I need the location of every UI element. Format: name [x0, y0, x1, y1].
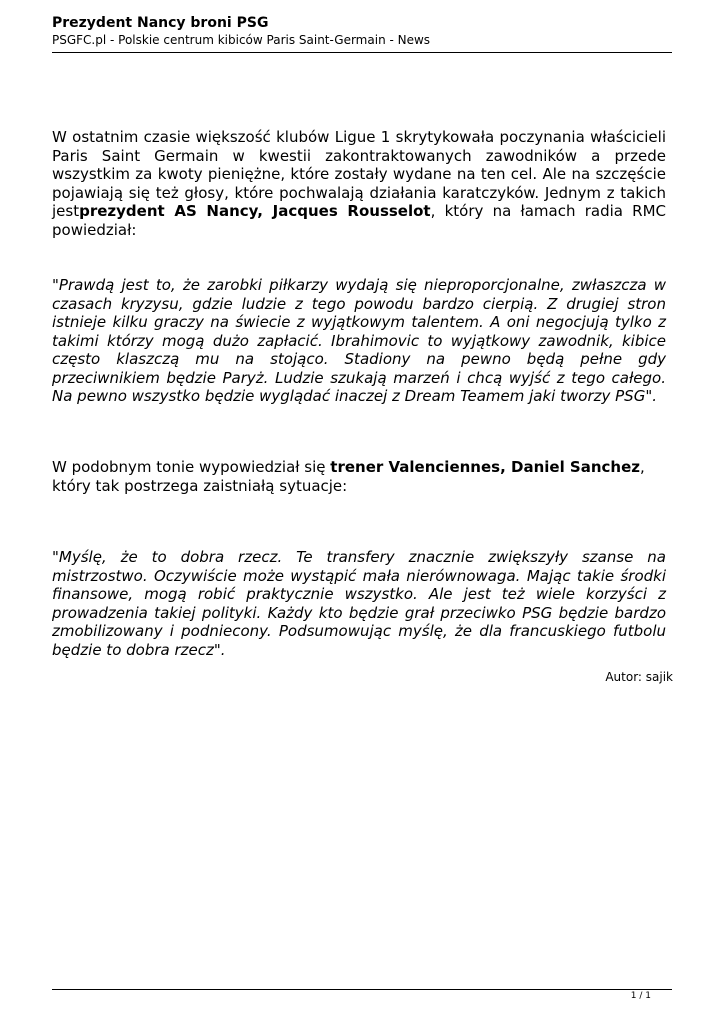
article-title: Prezydent Nancy broni PSG [52, 15, 269, 31]
intro-end: , który na łamach radia RMC powiedział: [52, 202, 666, 239]
intro-bold: prezydent AS Nancy, Jacques Rousselot [79, 202, 431, 220]
page-header [52, 15, 672, 48]
article-author: Autor: sajik [605, 670, 673, 684]
second-end: , który tak postrzega zaistniałą sytuacje: [52, 458, 645, 495]
intro-text: W ostatnim czasie większość klubów Ligue 1 skrytykowała poczynania właścicieli Paris Saint Germain w kwestii zakontraktowanych zawodników a przede wszystkim za kwoty pieniężne, które zostały wydane na ten cel. Ale na szczęście pojawiają się też głosy, które pochwalają działania karatczyków. Jednym z takich jest [52, 128, 666, 220]
footer-divider [52, 989, 672, 990]
site-subtitle: PSGFC.pl - Polskie centrum kibiców Paris Saint-Germain - News [52, 33, 431, 47]
quote-rousselot: "Prawdą jest to, że zarobki piłkarzy wydają się nieproporcjonalne, zwłaszcza w czasach kryzysu, gdzie ludzie z tego powodu bardzo cierpią. Z drugiej stron istnieje kilku graczy na świecie z wyjątkowym talentem. A oni negocjują tylko z takimi którzy mogą dużo zapłacić. Ibrahimovic to wyjątkowy zawodnik, kibice często klaszczą mu na stojąco. Stadiony na pewno będą pełne gdy przeciwnikiem będzie Paryż. Ludzie szukają marzeń i chcą wyjść z tego całego. Na pewno wszystko będzie wyglądać inaczej z Dream Teamem jaki tworzy PSG". [52, 276, 666, 405]
second-text: W podobnym tonie wypowiedział się [52, 458, 331, 476]
second-bold: trener Valenciennes, Daniel Sanchez [330, 458, 641, 476]
intro-paragraph [52, 128, 666, 239]
quote-sanchez: "Myślę, że to dobra rzecz. Te transfery znacznie zwiększyły szanse na mistrzostwo. Oczywiście może wystąpić mała nierównowaga. Mając takie środki finansowe, mogą robić praktycznie wszystko. Ale jest też wiele korzyści z prowadzenia takiej polityki. Każdy kto będzie grał przeciwko PSG będzie bardzo zmobilizowany i podniecony. Podsumowując myślę, że dla francuskiego futbolu będzie to dobra rzecz". [52, 548, 666, 659]
page-number: 1 / 1 [630, 991, 651, 1001]
second-paragraph [52, 458, 666, 495]
header-divider [52, 52, 672, 53]
